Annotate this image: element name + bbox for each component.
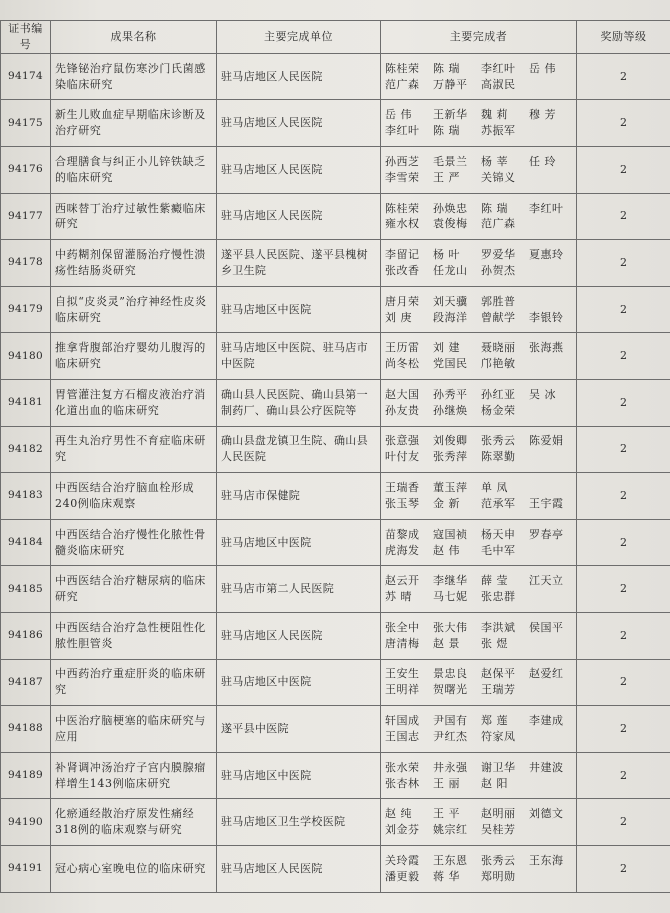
completion-unit-cell: 驻马店市第二人民医院: [217, 566, 381, 613]
award-grade-cell: 2: [577, 613, 670, 660]
completers-cell: [381, 519, 577, 566]
completer-name: 唐月荣: [385, 294, 420, 308]
cert-number-cell: 94174: [1, 53, 51, 100]
completer-name: 赵 阳: [481, 776, 508, 790]
completer-name: 唐清梅: [385, 636, 420, 650]
completers-cell: [381, 799, 577, 846]
completion-unit-cell: 驻马店地区人民医院: [217, 147, 381, 194]
completers-line: [385, 310, 572, 326]
completers-line: [385, 806, 572, 822]
table-row: [1, 519, 670, 566]
completer-name: 李红叶: [529, 201, 564, 215]
completer-name: 刘德文: [529, 807, 564, 821]
completion-unit-cell: 驻马店地区人民医院: [217, 193, 381, 240]
completer-name: 景忠良: [433, 667, 468, 681]
completer-name: 轩国成: [385, 714, 420, 728]
completer-name: 杨 叶: [433, 248, 460, 262]
completers-cell: [381, 473, 577, 520]
completer-name: 薛 莹: [481, 574, 508, 588]
completers-line: [385, 729, 572, 745]
completer-name: 赵明丽: [481, 807, 516, 821]
cert-number-cell: 94175: [1, 100, 51, 147]
award-grade-cell: 2: [577, 799, 670, 846]
completer-name: 寇国祯: [433, 527, 468, 541]
completer-name: 苏 晴: [385, 590, 412, 604]
completers-line: [385, 107, 572, 123]
completer-name: 董玉萍: [433, 481, 468, 495]
completer-name: 万静平: [433, 77, 468, 91]
completers-line: [385, 682, 572, 698]
completer-name: 张全中: [385, 620, 420, 634]
award-grade-cell: 2: [577, 706, 670, 753]
completer-name: 范广森: [385, 77, 420, 91]
header-people: 主要完成者: [381, 21, 577, 54]
completers-line: [385, 636, 572, 652]
table-row: [1, 473, 670, 520]
completion-unit-cell: 驻马店地区中医院: [217, 752, 381, 799]
completer-name: 李留记: [385, 248, 420, 262]
completer-name: 雍水权: [385, 217, 420, 231]
completer-name: 岳 伟: [529, 61, 556, 75]
completion-unit-cell: 驻马店地区人民医院: [217, 100, 381, 147]
completer-name: 关锦义: [481, 170, 516, 184]
completer-name: 王国志: [385, 729, 420, 743]
completer-name: 王东海: [529, 853, 564, 867]
completer-name: 赵保平: [481, 667, 516, 681]
completer-name: 任 玲: [529, 154, 556, 168]
completer-name: 赵云开: [385, 574, 420, 588]
completer-name: 谢卫华: [481, 760, 516, 774]
completers-cell: [381, 286, 577, 333]
completer-name: 张改香: [385, 264, 420, 278]
cert-number-cell: 94191: [1, 845, 51, 892]
completer-name: 赵大国: [385, 387, 420, 401]
completers-cell: [381, 613, 577, 660]
completers-line: [385, 449, 572, 465]
completers-line: [385, 543, 572, 559]
completers-line: [385, 853, 572, 869]
completers-cell: [381, 845, 577, 892]
completer-name: 李洪斌: [481, 620, 516, 634]
completion-unit-cell: 确山县盘龙镇卫生院、确山县人民医院: [217, 426, 381, 473]
completer-name: 王 平: [433, 807, 460, 821]
completers-line: [385, 713, 572, 729]
completer-name: 张秀萍: [433, 450, 468, 464]
table-row: [1, 53, 670, 100]
table-row: [1, 147, 670, 194]
completers-cell: [381, 380, 577, 427]
completer-name: 袁俊梅: [433, 217, 468, 231]
completers-cell: [381, 240, 577, 287]
completers-cell: [381, 566, 577, 613]
completer-name: 郭胜普: [481, 294, 516, 308]
completer-name: 王安生: [385, 667, 420, 681]
completers-line: [385, 573, 572, 589]
completers-line: [385, 496, 572, 512]
completer-name: 刘金芬: [385, 823, 420, 837]
header-row: [1, 21, 670, 54]
completers-line: [385, 776, 572, 792]
completers-cell: [381, 659, 577, 706]
achievement-name-cell: 补肾调冲汤治疗子宫内膜腺瘤样增生143例临床研究: [51, 752, 217, 799]
completer-name: 党国民: [433, 357, 468, 371]
completer-name: 张水荣: [385, 760, 420, 774]
award-grade-cell: 2: [577, 100, 670, 147]
completer-name: 范广森: [481, 217, 516, 231]
cert-number-cell: 94181: [1, 380, 51, 427]
cert-number-cell: 94176: [1, 147, 51, 194]
table-row: [1, 286, 670, 333]
completers-cell: [381, 706, 577, 753]
completers-cell: [381, 333, 577, 380]
completer-name: 尹红杰: [433, 729, 468, 743]
completion-unit-cell: 驻马店地区人民医院: [217, 53, 381, 100]
header-achievement: 成果名称: [51, 21, 217, 54]
award-grade-cell: 2: [577, 240, 670, 287]
completion-unit-cell: 驻马店地区中医院: [217, 659, 381, 706]
completer-name: 孙西芝: [385, 154, 420, 168]
completers-line: [385, 340, 572, 356]
cert-number-cell: 94180: [1, 333, 51, 380]
completer-name: 魏 莉: [481, 108, 508, 122]
cert-number-cell: 94189: [1, 752, 51, 799]
table-row: [1, 659, 670, 706]
completer-name: 李红叶: [385, 124, 420, 138]
completer-name: 刘 建: [433, 341, 460, 355]
completers-line: [385, 527, 572, 543]
completer-name: 张杏林: [385, 776, 420, 790]
completer-name: 赵 纯: [385, 807, 412, 821]
completers-line: [385, 77, 572, 93]
completers-line: [385, 620, 572, 636]
completer-name: 聂晓丽: [481, 341, 516, 355]
completer-name: 李雪荣: [385, 170, 420, 184]
completer-name: 陈桂荣: [385, 201, 420, 215]
completer-name: 孙贺杰: [481, 264, 516, 278]
award-grade-cell: 2: [577, 473, 670, 520]
completer-name: 毛中军: [481, 543, 516, 557]
table-row: [1, 752, 670, 799]
completer-name: 虎海发: [385, 543, 420, 557]
completer-name: 穆 芳: [529, 108, 556, 122]
achievement-name-cell: 新生儿败血症早期临床诊断及治疗研究: [51, 100, 217, 147]
completion-unit-cell: 遂平县人民医院、遂平县槐树乡卫生院: [217, 240, 381, 287]
cert-number-cell: 94185: [1, 566, 51, 613]
award-grade-cell: 2: [577, 845, 670, 892]
header-grade: 奖励等级: [577, 21, 670, 54]
completer-name: 张意强: [385, 434, 420, 448]
award-grade-cell: 2: [577, 380, 670, 427]
table-row: [1, 799, 670, 846]
achievement-name-cell: 先锋铋治疗鼠伤寒沙门氏菌感染临床研究: [51, 53, 217, 100]
completers-line: [385, 760, 572, 776]
completer-name: 李继华: [433, 574, 468, 588]
award-grade-cell: 2: [577, 566, 670, 613]
cert-number-cell: 94182: [1, 426, 51, 473]
completers-line: [385, 403, 572, 419]
completer-name: 符家凤: [481, 729, 516, 743]
award-grade-cell: 2: [577, 659, 670, 706]
completer-name: 王历雷: [385, 341, 420, 355]
completer-name: 刘 庚: [385, 310, 412, 324]
completer-name: 王明祥: [385, 683, 420, 697]
table-body: [1, 53, 670, 892]
completer-name: 陈翠勤: [481, 450, 516, 464]
completers-line: [385, 247, 572, 263]
completer-name: 叶付友: [385, 450, 420, 464]
cert-number-cell: 94179: [1, 286, 51, 333]
award-grade-cell: 2: [577, 193, 670, 240]
header-unit: 主要完成单位: [217, 21, 381, 54]
completers-line: [385, 869, 572, 885]
completion-unit-cell: 驻马店地区人民医院: [217, 613, 381, 660]
completer-name: 段海洋: [433, 310, 468, 324]
completer-name: 苏振军: [481, 124, 516, 138]
achievement-name-cell: 中西医结合治疗糖尿病的临床研究: [51, 566, 217, 613]
completer-name: 孙友贵: [385, 403, 420, 417]
cert-number-cell: 94184: [1, 519, 51, 566]
completers-line: [385, 589, 572, 605]
completers-line: [385, 216, 572, 232]
completer-name: 高淑民: [481, 77, 516, 91]
completers-line: [385, 61, 572, 77]
completer-name: 金 新: [433, 497, 460, 511]
achievement-name-cell: 中西医结合治疗脑血栓形成240例临床观察: [51, 473, 217, 520]
cert-number-cell: 94178: [1, 240, 51, 287]
completer-name: 杨金荣: [481, 403, 516, 417]
completer-name: 张玉琴: [385, 497, 420, 511]
table-row: [1, 193, 670, 240]
table-row: [1, 426, 670, 473]
completers-line: [385, 154, 572, 170]
table-row: [1, 240, 670, 287]
completers-line: [385, 822, 572, 838]
completer-name: 张秀云: [481, 853, 516, 867]
completer-name: 李建成: [529, 714, 564, 728]
completion-unit-cell: 驻马店市保健院: [217, 473, 381, 520]
completers-cell: [381, 100, 577, 147]
completers-line: [385, 387, 572, 403]
completers-line: [385, 123, 572, 139]
achievement-name-cell: 自拟“皮炎灵”治疗神经性皮炎临床研究: [51, 286, 217, 333]
cert-number-cell: 94186: [1, 613, 51, 660]
completer-name: 王宇霞: [529, 497, 564, 511]
completers-line: [385, 263, 572, 279]
completer-name: 关玲霞: [385, 853, 420, 867]
completer-name: 孙红亚: [481, 387, 516, 401]
completer-name: 吴 冰: [529, 387, 556, 401]
completers-cell: [381, 147, 577, 194]
completer-name: 陈 瑞: [433, 61, 460, 75]
completion-unit-cell: 遂平县中医院: [217, 706, 381, 753]
completer-name: 邝艳敏: [481, 357, 516, 371]
completer-name: 陈 瑞: [481, 201, 508, 215]
completer-name: 侯国平: [529, 620, 564, 634]
completer-name: 姚宗红: [433, 823, 468, 837]
completers-cell: [381, 752, 577, 799]
award-grade-cell: 2: [577, 519, 670, 566]
completer-name: 赵 伟: [433, 543, 460, 557]
achievement-name-cell: 推拿背腹部治疗婴幼儿腹泻的临床研究: [51, 333, 217, 380]
completer-name: 井永强: [433, 760, 468, 774]
completer-name: 岳 伟: [385, 108, 412, 122]
table-row: [1, 100, 670, 147]
completer-name: 尚冬松: [385, 357, 420, 371]
completer-name: 陈桂荣: [385, 61, 420, 75]
completer-name: 郑 莲: [481, 714, 508, 728]
completer-name: 刘俊卿: [433, 434, 468, 448]
completion-unit-cell: 驻马店地区中医院: [217, 286, 381, 333]
achievement-name-cell: 合理膳食与纠正小儿锌铁缺乏的临床研究: [51, 147, 217, 194]
achievement-name-cell: 中医治疗脑梗塞的临床研究与应用: [51, 706, 217, 753]
award-grade-cell: 2: [577, 147, 670, 194]
cert-number-cell: 94190: [1, 799, 51, 846]
completer-name: 张秀云: [481, 434, 516, 448]
award-grade-cell: 2: [577, 333, 670, 380]
completion-unit-cell: 确山县人民医院、确山县第一制药厂、确山县公疗医院等: [217, 380, 381, 427]
completer-name: 蒋 华: [433, 869, 460, 883]
completer-name: 苗黎成: [385, 527, 420, 541]
completer-name: 郑明勋: [481, 869, 516, 883]
completers-line: [385, 356, 572, 372]
completer-name: 罗春亭: [529, 527, 564, 541]
completer-name: 杨 莘: [481, 154, 508, 168]
achievement-name-cell: 中西医结合治疗急性梗阻性化脓性胆管炎: [51, 613, 217, 660]
completers-cell: [381, 426, 577, 473]
completer-name: 李红叶: [481, 61, 516, 75]
completer-name: 张大伟: [433, 620, 468, 634]
cert-number-cell: 94187: [1, 659, 51, 706]
completers-cell: [381, 193, 577, 240]
award-grade-cell: 2: [577, 53, 670, 100]
awards-table: [0, 20, 670, 893]
completer-name: 赵爱红: [529, 667, 564, 681]
completer-name: 孙继焕: [433, 403, 468, 417]
table-row: [1, 333, 670, 380]
completer-name: 张海燕: [529, 341, 564, 355]
table-row: [1, 566, 670, 613]
completer-name: 江天立: [529, 574, 564, 588]
completion-unit-cell: 驻马店地区卫生学校医院: [217, 799, 381, 846]
completer-name: 孙焕忠: [433, 201, 468, 215]
completer-name: 曾献学: [481, 310, 516, 324]
achievement-name-cell: 西咪替丁治疗过敏性紫癜临床研究: [51, 193, 217, 240]
completer-name: 范承军: [481, 497, 516, 511]
award-grade-cell: 2: [577, 752, 670, 799]
completers-line: [385, 433, 572, 449]
completer-name: 王新华: [433, 108, 468, 122]
completer-name: 王瑞芳: [481, 683, 516, 697]
completer-name: 罗爱华: [481, 248, 516, 262]
completers-line: [385, 480, 572, 496]
completer-name: 王 严: [433, 170, 460, 184]
completion-unit-cell: 驻马店地区中医院: [217, 519, 381, 566]
completer-name: 赵 景: [433, 636, 460, 650]
achievement-name-cell: 中西药治疗重症肝炎的临床研究: [51, 659, 217, 706]
completer-name: 吴桂芳: [481, 823, 516, 837]
completer-name: 毛景兰: [433, 154, 468, 168]
completer-name: 王 丽: [433, 776, 460, 790]
completer-name: 尹国有: [433, 714, 468, 728]
completer-name: 马七妮: [433, 590, 468, 604]
completer-name: 贺曙光: [433, 683, 468, 697]
completer-name: 孙秀平: [433, 387, 468, 401]
completer-name: 刘天骥: [433, 294, 468, 308]
achievement-name-cell: 中药糊剂保留灌肠治疗慢性溃疡性结肠炎研究: [51, 240, 217, 287]
achievement-name-cell: 再生丸治疗男性不育症临床研究: [51, 426, 217, 473]
completers-cell: [381, 53, 577, 100]
completer-name: 王东恩: [433, 853, 468, 867]
achievement-name-cell: 中西医结合治疗慢性化脓性骨髓炎临床研究: [51, 519, 217, 566]
completer-name: 杨天申: [481, 527, 516, 541]
table-row: [1, 380, 670, 427]
completers-line: [385, 201, 572, 217]
table-row: [1, 706, 670, 753]
completer-name: 夏惠玲: [529, 248, 564, 262]
header-cert-no: 证书编号: [1, 21, 51, 54]
completion-unit-cell: 驻马店地区人民医院: [217, 845, 381, 892]
award-grade-cell: 2: [577, 286, 670, 333]
completer-name: 王瑞香: [385, 481, 420, 495]
completer-name: 陈 瑞: [433, 124, 460, 138]
award-grade-cell: 2: [577, 426, 670, 473]
achievement-name-cell: 化瘀通经散治疗原发性痛经318例的临床观察与研究: [51, 799, 217, 846]
table-row: [1, 845, 670, 892]
completer-name: 单 凤: [481, 481, 508, 495]
achievement-name-cell: 冠心病心室晚电位的临床研究: [51, 845, 217, 892]
completer-name: 张 煜: [481, 636, 508, 650]
completers-line: [385, 666, 572, 682]
completer-name: 潘更毅: [385, 869, 420, 883]
completion-unit-cell: 驻马店地区中医院、驻马店市中医院: [217, 333, 381, 380]
completer-name: 李银铃: [529, 310, 564, 324]
completers-line: [385, 294, 572, 310]
completer-name: 陈爱娟: [529, 434, 564, 448]
cert-number-cell: 94188: [1, 706, 51, 753]
completer-name: 任龙山: [433, 264, 468, 278]
achievement-name-cell: 胃管灌注复方石榴皮液治疗消化道出血的临床研究: [51, 380, 217, 427]
completer-name: 张忠群: [481, 590, 516, 604]
completer-name: 井建波: [529, 760, 564, 774]
cert-number-cell: 94177: [1, 193, 51, 240]
cert-number-cell: 94183: [1, 473, 51, 520]
table-row: [1, 613, 670, 660]
completers-line: [385, 170, 572, 186]
